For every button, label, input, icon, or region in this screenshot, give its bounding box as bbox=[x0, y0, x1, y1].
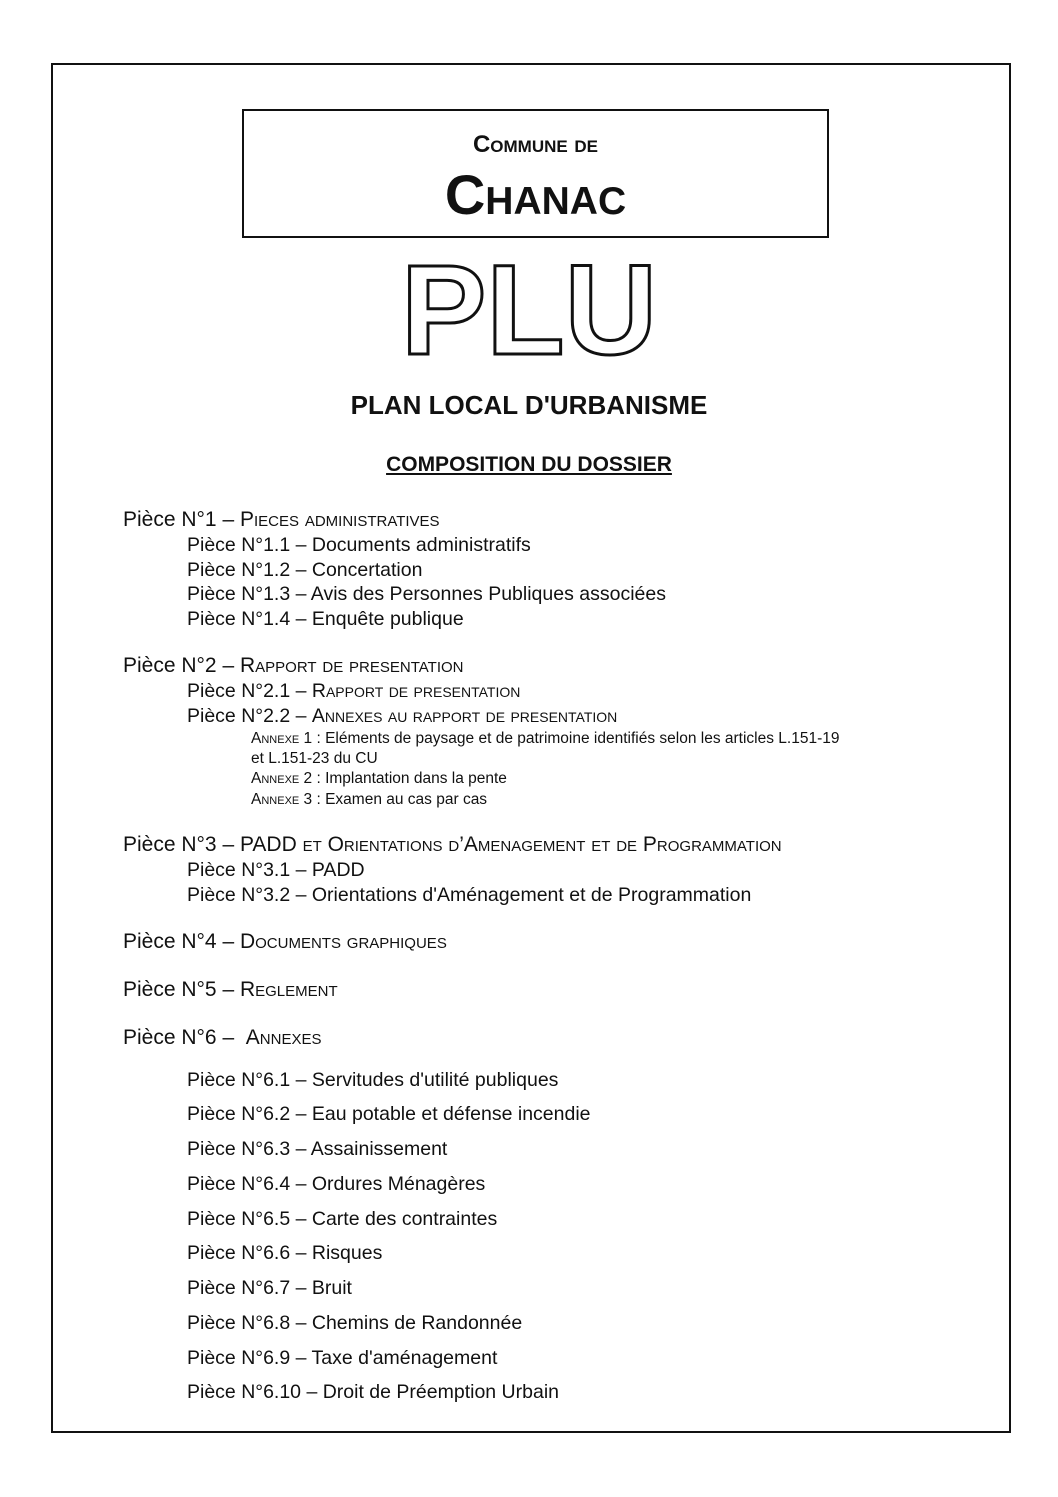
piece-6-10: Pièce N°6.10 – Droit de Préemption Urbain bbox=[187, 1381, 559, 1403]
piece-2: Pièce N°2 – Rapport de presentation bbox=[123, 654, 464, 677]
piece-1: Pièce N°1 – Pieces administratives bbox=[123, 508, 440, 531]
plan-title: PLAN LOCAL D'URBANISME bbox=[350, 390, 708, 420]
piece-3-2: Pièce N°3.2 – Orientations d'Aménagement et de Programmation bbox=[187, 884, 752, 906]
plu-logo bbox=[0, 254, 1058, 364]
piece-2-2: Pièce N°2.2 – Annexes au rapport de presentation bbox=[187, 705, 618, 727]
piece-5: Pièce N°5 – Reglement bbox=[123, 978, 338, 1001]
piece-3: Pièce N°3 – PADD et Orientations d’Amenagement et de Programmation bbox=[123, 833, 782, 856]
annexe-1: Annexe 1 : Eléments de paysage et de patrimoine identifiés selon les articles L.151-19 bbox=[251, 730, 840, 747]
piece-4: Pièce N°4 – Documents graphiques bbox=[123, 930, 447, 953]
piece-6-5: Pièce N°6.5 – Carte des contraintes bbox=[187, 1208, 498, 1230]
piece-6-4: Pièce N°6.4 – Ordures Ménagères bbox=[187, 1173, 486, 1195]
piece-6-2: Pièce N°6.2 – Eau potable et défense incendie bbox=[187, 1103, 591, 1125]
piece-2-1: Pièce N°2.1 – Rapport de presentation bbox=[187, 680, 521, 702]
annexe-1-cont: et L.151-23 du CU bbox=[251, 750, 378, 767]
commune-name: Chanac bbox=[444, 163, 627, 226]
piece-6-1: Pièce N°6.1 – Servitudes d'utilité publiques bbox=[187, 1069, 559, 1091]
piece-6: Pièce N°6 – Annexes bbox=[123, 1026, 322, 1049]
annexe-3: Annexe 3 : Examen au cas par cas bbox=[251, 791, 488, 808]
plu-acronym: PLU bbox=[401, 254, 657, 364]
composition-title: COMPOSITION DU DOSSIER bbox=[386, 453, 672, 476]
piece-6-8: Pièce N°6.8 – Chemins de Randonnée bbox=[187, 1312, 523, 1334]
piece-6-9: Pièce N°6.9 – Taxe d'aménagement bbox=[187, 1347, 498, 1369]
commune-label: Commune de bbox=[472, 131, 599, 158]
commune-box bbox=[242, 109, 829, 238]
plu-outline-text bbox=[389, 254, 669, 364]
piece-6-3: Pièce N°6.3 – Assainissement bbox=[187, 1138, 448, 1160]
piece-3-1: Pièce N°3.1 – PADD bbox=[187, 859, 365, 881]
piece-1-3: Pièce N°1.3 – Avis des Personnes Publiques associées bbox=[187, 583, 666, 605]
piece-6-6: Pièce N°6.6 – Risques bbox=[187, 1242, 383, 1264]
piece-6-7: Pièce N°6.7 – Bruit bbox=[187, 1277, 352, 1299]
piece-1-4: Pièce N°1.4 – Enquête publique bbox=[187, 608, 464, 630]
piece-1-2: Pièce N°1.2 – Concertation bbox=[187, 559, 423, 581]
annexe-2: Annexe 2 : Implantation dans la pente bbox=[251, 770, 507, 787]
piece-1-1: Pièce N°1.1 – Documents administratifs bbox=[187, 534, 531, 556]
